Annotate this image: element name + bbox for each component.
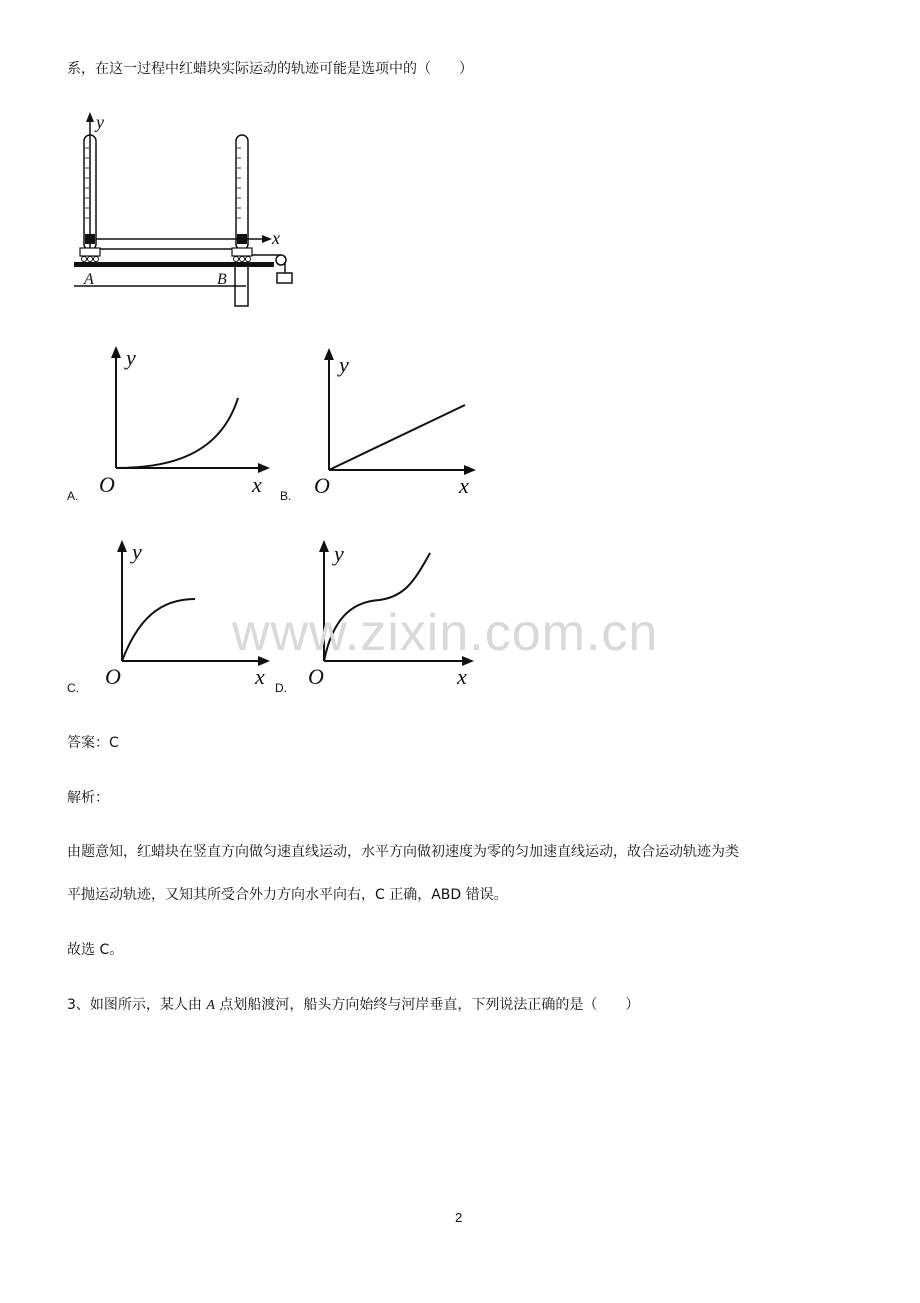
option-d-y-label: y bbox=[334, 541, 344, 566]
next-question-point: A bbox=[206, 998, 215, 1013]
apparatus-y-label: y bbox=[96, 112, 104, 132]
apparatus-figure bbox=[66, 108, 296, 310]
option-a-x-label: x bbox=[252, 472, 262, 497]
option-a-origin-label: O bbox=[99, 472, 115, 497]
option-c-y-label: y bbox=[132, 539, 142, 564]
next-question bbox=[67, 996, 639, 1015]
page-number: 2 bbox=[455, 1210, 463, 1225]
option-b-graph bbox=[309, 345, 489, 500]
option-b-origin-label: O bbox=[314, 473, 330, 498]
analysis-heading: 解析： bbox=[67, 790, 109, 806]
option-d-x-label: x bbox=[457, 664, 467, 689]
point-b-label: B bbox=[217, 271, 227, 288]
right-tube bbox=[236, 135, 248, 250]
rail-bar bbox=[74, 262, 274, 267]
point-a-label: A bbox=[84, 271, 94, 288]
analysis-line-1: 由题意知，红蜡块在竖直方向做匀速直线运动，水平方向做初速度为零的匀加速直线运动，故合运动轨迹为类 bbox=[67, 844, 739, 860]
option-b-label: B. bbox=[280, 489, 292, 503]
option-c-origin-label: O bbox=[105, 664, 121, 689]
wax-block-b bbox=[237, 234, 247, 244]
next-question-suffix: 点划船渡河，船头方向始终与河岸垂直，下列说法正确的是（ ） bbox=[214, 997, 640, 1013]
answer-text: 答案：C bbox=[67, 735, 119, 751]
option-b-x-label: x bbox=[459, 473, 469, 498]
wax-block-a bbox=[85, 234, 95, 244]
hanging-weight bbox=[277, 273, 292, 283]
x-arrowhead bbox=[262, 235, 272, 243]
trajectory-curve-a bbox=[116, 398, 238, 468]
trajectory-line-b bbox=[329, 405, 465, 470]
next-question-prefix: 3、如图所示，某人由 bbox=[67, 997, 207, 1013]
watermark: www.zixin.com.cn bbox=[232, 604, 659, 662]
option-c-x-label: x bbox=[255, 664, 265, 689]
option-d-origin-label: O bbox=[308, 664, 324, 689]
option-b-y-label: y bbox=[339, 352, 349, 377]
option-c-label: C. bbox=[67, 681, 79, 695]
conclusion-text: 故选 C。 bbox=[67, 942, 124, 958]
analysis-line-2: 平抛运动轨迹，又知其所受合外力方向水平向右，C 正确，ABD 错误。 bbox=[67, 887, 508, 903]
option-a-label: A. bbox=[67, 489, 79, 503]
apparatus-x-label: x bbox=[272, 228, 280, 248]
question-intro-text: 系，在这一过程中红蜡块实际运动的轨迹可能是选项中的（ ） bbox=[67, 61, 473, 77]
option-a-graph bbox=[95, 343, 275, 498]
y-arrowhead bbox=[86, 112, 94, 122]
option-a-y-label: y bbox=[126, 345, 136, 370]
trajectory-curve-c bbox=[122, 599, 195, 661]
option-d-label: D. bbox=[275, 681, 287, 695]
